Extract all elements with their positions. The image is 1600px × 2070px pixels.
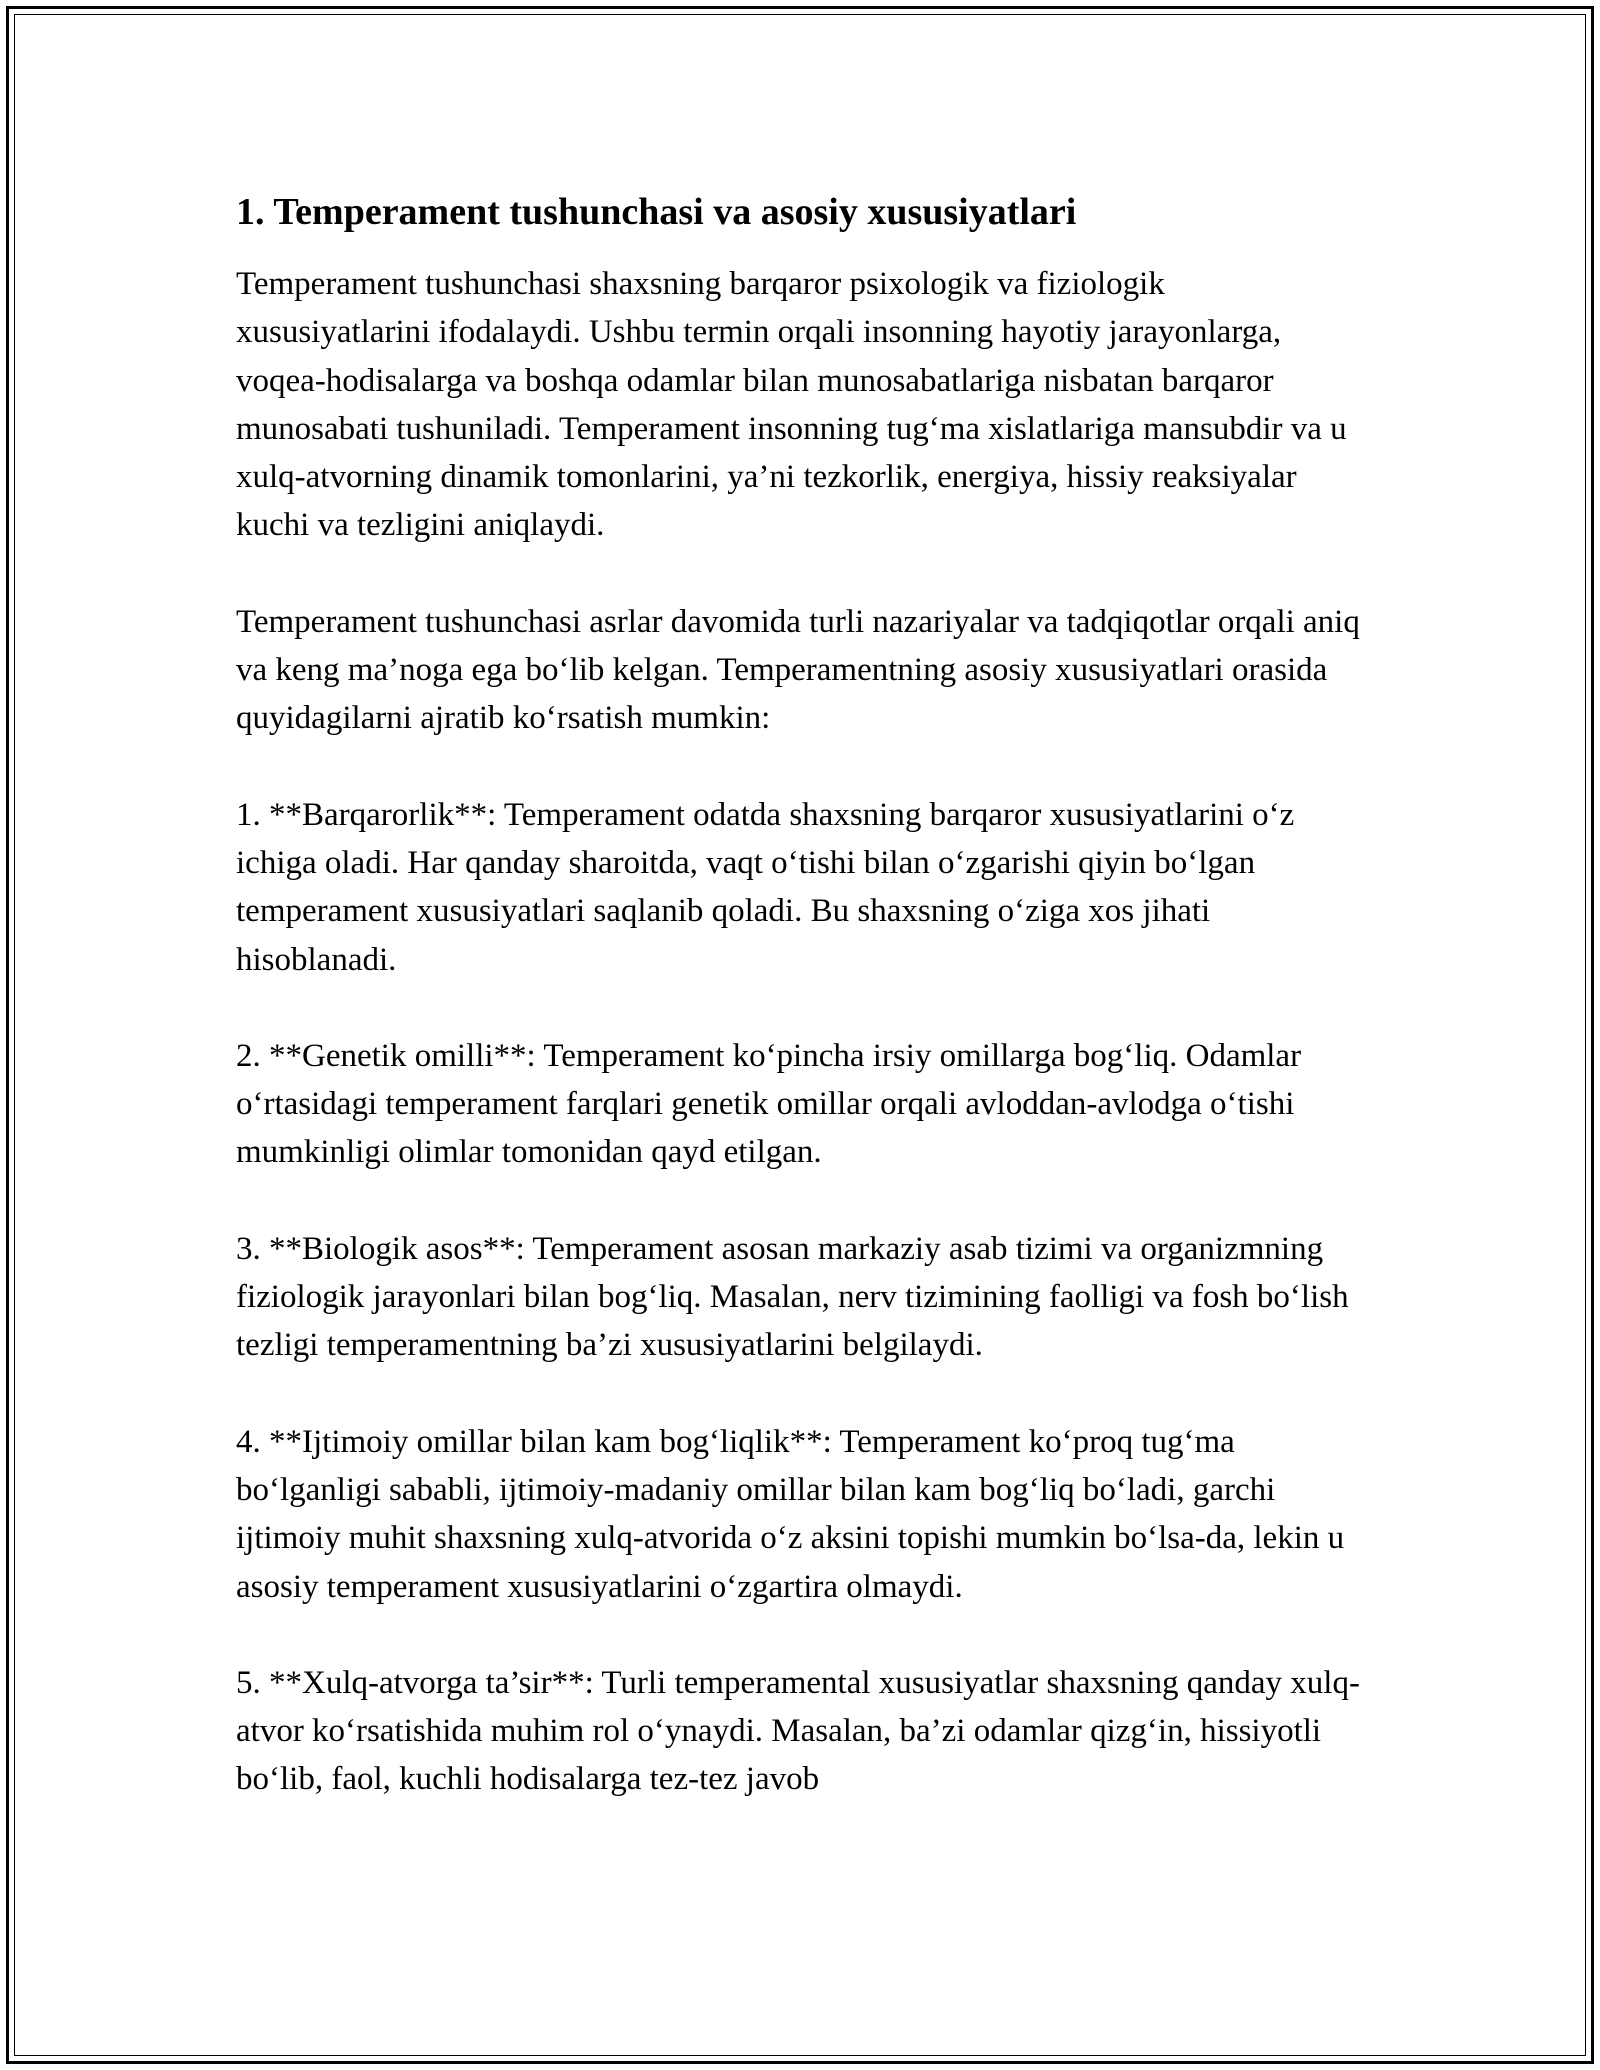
list-item-barqarorlik: 1. **Barqarorlik**: Temperament odatda shaxsning barqaror xususiyatlarini o‘z ichiga oladi. Har qanday sharoitda, vaqt o‘tishi bilan o‘zgarishi qiyin bo‘lgan temperament xususiyatlari saqlanib qoladi. Bu shaxsning o‘ziga xos jihati hisoblanadi. [236, 796, 1295, 978]
list-item-ijtimoiy-omillar: 4. **Ijtimoiy omillar bilan kam bog‘liqlik**: Temperament ko‘proq tug‘ma bo‘lganligi sababli, ijtimoiy-madaniy omillar bilan kam bog‘liq bo‘ladi, garchi ijtimoiy muhit shaxsning xulq-atvorida o‘z aksini topishi mumkin bo‘lsa-da, lekin u asosiy temperament xususiyatlarini o‘zgartira olmaydi. [236, 1423, 1345, 1605]
section-heading: 1. Temperament tushunchasi va asosiy xususiyatlari [236, 191, 1077, 233]
list-item-biologik-asos: 3. **Biologik asos**: Temperament asosan markaziy asab tizimi va organizmning fiziologik jarayonlari bilan bog‘liq. Masalan, nerv tizimining faolligi va fosh bo‘lish tezligi temperamentning ba’zi xususiyatlarini belgilaydi. [236, 1230, 1349, 1364]
list-item-xulq-atvorga-tasir: 5. **Xulq-atvorga ta’sir**: Turli temperamental xususiyatlar shaxsning qanday xulq-atvor ko‘rsatishida muhim rol o‘ynaydi. Masalan, ba’zi odamlar qizg‘in, hissiyotli bo‘lib, faol, kuchli hodisalarga tez-tez javob [236, 1664, 1360, 1798]
intro-paragraph: Temperament tushunchasi shaxsning barqaror psixologik va fiziologik xususiyatlarini ifodalaydi. Ushbu termin orqali insonning hayotiy jarayonlarga, voqea-hodisalarga va boshqa odamlar bilan munosabatlariga nisbatan barqaror munosabati tushuniladi. Temperament insonning tug‘ma xislatlariga mansubdir va u xulq-atvorning dinamik tomonlarini, ya’ni tezkorlik, energiya, hissiy reaksiyalar kuchi va tezligini aniqlaydi. [236, 266, 1347, 544]
document-body [236, 188, 1366, 1852]
overview-paragraph: Temperament tushunchasi asrlar davomida turli nazariyalar va tadqiqotlar orqali aniq va keng ma’noga ega bo‘lib kelgan. Temperamentning asosiy xususiyatlari orasida quyidagilarni ajratib ko‘rsatish mumkin: [236, 603, 1360, 737]
list-item-genetik-omilli: 2. **Genetik omilli**: Temperament ko‘pincha irsiy omillarga bog‘liq. Odamlar o‘rtasidagi temperament farqlari genetik omillar orqali avloddan-avlodga o‘tishi mumkinligi olimlar tomonidan qayd etilgan. [236, 1037, 1302, 1171]
